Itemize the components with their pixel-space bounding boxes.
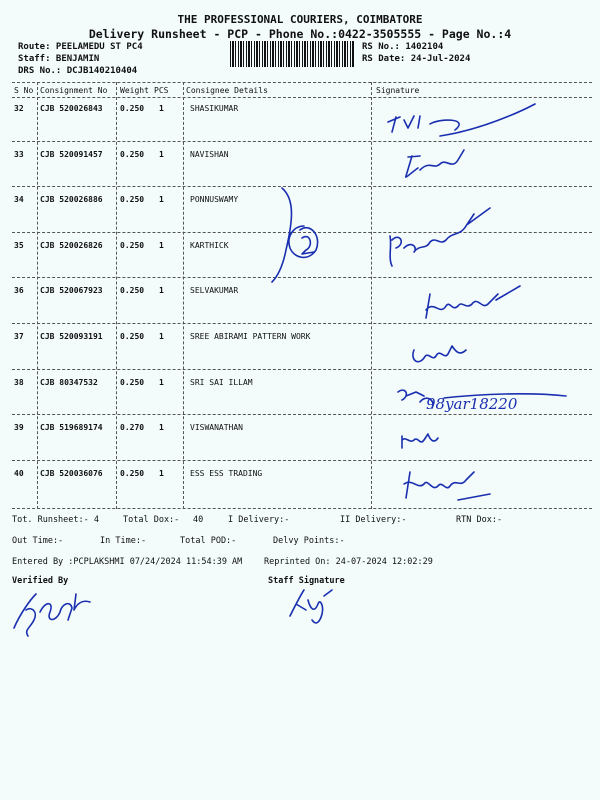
col-header-signature: Signature [376, 86, 420, 95]
col-header-consignee: Consignee Details [186, 86, 268, 95]
signature-row-39 [402, 434, 438, 448]
cell-weight: 0.270 [120, 423, 145, 432]
cell-pcs: 1 [159, 286, 164, 295]
cell-weight: 0.250 [120, 332, 145, 341]
total-dox-label: Total Dox:- [123, 515, 180, 525]
cell-consignment-no: CJB 520036076 [40, 469, 103, 478]
cell-pcs: 1 [159, 241, 164, 250]
cell-sno: 35 [14, 241, 24, 250]
cell-consignment-no: CJB 520026826 [40, 241, 103, 250]
rs-date: RS Date: 24-Jul-2024 [362, 54, 471, 64]
signature-row-40 [404, 472, 490, 500]
cell-pcs: 1 [159, 378, 164, 387]
cell-consignment-no: CJB 519689174 [40, 423, 103, 432]
i-delivery: I Delivery:- [228, 515, 290, 525]
signature-row-36 [426, 286, 520, 318]
cell-weight: 0.250 [120, 241, 145, 250]
cell-consignee: SELVAKUMAR [190, 286, 239, 295]
signature-row-33 [406, 150, 464, 177]
company-title: THE PROFESSIONAL COURIERS, COIMBATORE [177, 13, 423, 26]
staff-label: Staff: BENJAMIN [18, 54, 100, 64]
cell-weight: 0.250 [120, 150, 145, 159]
cell-sno: 34 [14, 195, 24, 204]
rtn-dox: RTN Dox:- [456, 515, 503, 525]
cell-sno: 38 [14, 378, 24, 387]
cell-consignment-no: CJB 520026886 [40, 195, 103, 204]
cell-pcs: 1 [159, 104, 164, 113]
rs-number: RS No.: 1402104 [362, 42, 444, 52]
verified-by-label: Verified By [12, 576, 69, 586]
cell-pcs: 1 [159, 423, 164, 432]
cell-pcs: 1 [159, 469, 164, 478]
cell-weight: 0.250 [120, 195, 145, 204]
table-bottom-rule [12, 508, 592, 509]
reprinted-on: Reprinted On: 24-07-2024 12:02:29 [264, 557, 433, 567]
cell-weight: 0.250 [120, 469, 145, 478]
tot-runsheet: Tot. Runsheet:- 4 [12, 515, 99, 525]
signature-row-32 [388, 104, 535, 136]
verified-by-signature [14, 594, 90, 636]
out-time: Out Time:- [12, 536, 64, 546]
encircled-two-mark [272, 188, 318, 282]
cell-weight: 0.250 [120, 286, 145, 295]
in-time: In Time:- [100, 536, 147, 546]
cell-consignment-no: CJB 520067923 [40, 286, 103, 295]
cell-consignee: ESS ESS TRADING [190, 469, 263, 478]
cell-consignment-no: CJB 80347532 [40, 378, 98, 387]
cell-pcs: 1 [159, 150, 164, 159]
cell-sno: 40 [14, 469, 24, 478]
cell-consignee: SRI SAI ILLAM [190, 378, 253, 387]
delvy-points: Delvy Points:- [273, 536, 345, 546]
cell-sno: 36 [14, 286, 24, 295]
entered-by: Entered By :PCPLAKSHMI 07/24/2024 11:54:39 AM [12, 557, 243, 567]
signature-row-34-35 [390, 208, 490, 266]
cell-pcs: 1 [159, 332, 164, 341]
cell-consignee: PONNUSWAMY [190, 195, 239, 204]
cell-consignee: NAVISHAN [190, 150, 229, 159]
staff-signature-label: Staff Signature [268, 576, 345, 586]
cell-consignee: SREE ABIRAMI PATTERN WORK [190, 332, 311, 341]
row38-phone-handwriting: 98yar18220 [426, 395, 518, 413]
total-pod: Total POD:- [180, 536, 237, 546]
cell-consignment-no: CJB 520026843 [40, 104, 103, 113]
signature-row-37 [413, 346, 466, 362]
cell-consignment-no: CJB 520091457 [40, 150, 103, 159]
cell-sno: 33 [14, 150, 24, 159]
col-header-sno: S No [14, 86, 34, 95]
ii-delivery: II Delivery:- [340, 515, 407, 525]
col-header-weight: Weight [120, 86, 149, 95]
col-header-pcs: PCS [154, 86, 169, 95]
total-dox-value: 40 [193, 515, 204, 525]
drs-number: DRS No.: DCJB140210404 [18, 66, 138, 76]
cell-consignee: SHASIKUMAR [190, 104, 239, 113]
staff-signature [290, 590, 332, 623]
route-label: Route: PEELAMEDU ST PC4 [18, 42, 143, 52]
col-header-consignment: Consignment No [40, 86, 108, 95]
cell-weight: 0.250 [120, 104, 145, 113]
cell-sno: 37 [14, 332, 24, 341]
cell-consignee: KARTHICK [190, 241, 229, 250]
cell-consignment-no: CJB 520093191 [40, 332, 103, 341]
cell-sno: 32 [14, 104, 24, 113]
runsheet-subtitle: Delivery Runsheet - PCP - Phone No.:0422-3505555 - Page No.:4 [88, 27, 512, 41]
cell-sno: 39 [14, 423, 24, 432]
cell-pcs: 1 [159, 195, 164, 204]
cell-consignee: VISWANATHAN [190, 423, 243, 432]
cell-weight: 0.250 [120, 378, 145, 387]
